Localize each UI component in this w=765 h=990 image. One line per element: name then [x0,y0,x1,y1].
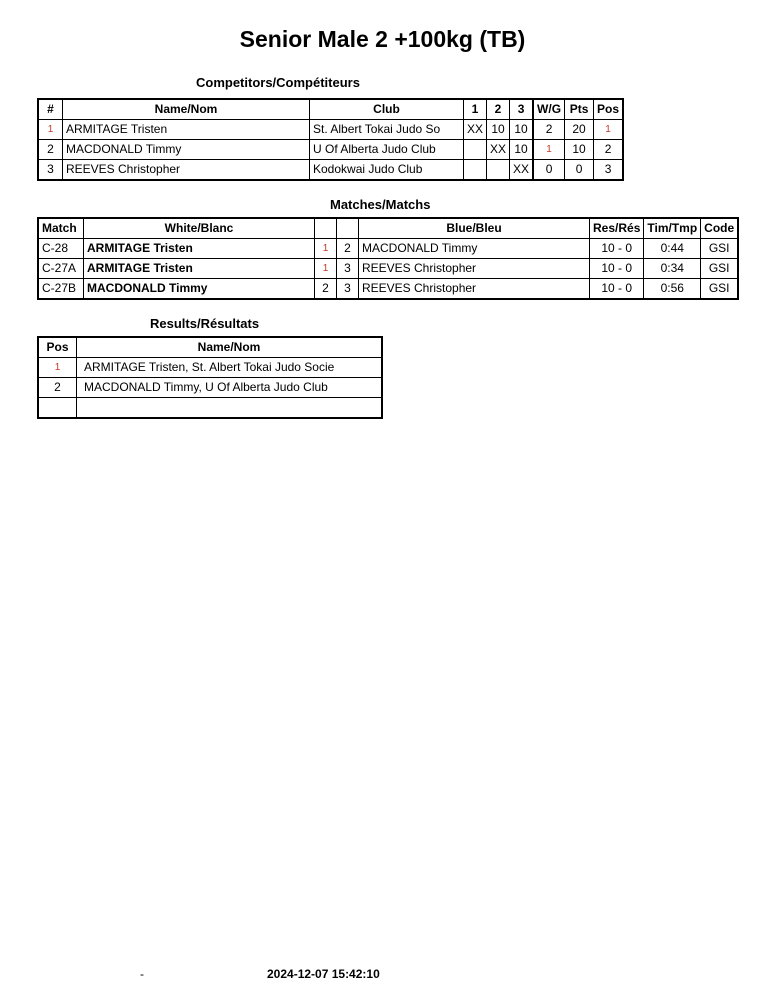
cell-pos: 3 [594,160,624,181]
cell-blue-num: 3 [337,259,359,279]
footer-dash: - [140,967,144,981]
table-row [38,398,382,419]
cell-r3: 10 [510,120,534,140]
cell-blue-num: 3 [337,279,359,300]
cell-code: GSI [701,239,739,259]
cell-white: MACDONALD Timmy [84,279,315,300]
table-row [38,378,382,398]
col-wg: W/G [533,99,565,120]
cell-num: 3 [38,160,63,181]
matches-table [37,217,739,300]
table-row [38,120,623,140]
col-code: Code [701,218,739,239]
cell-pos: 1 [38,358,77,378]
matches-header-row [38,218,738,239]
cell-name: ARMITAGE Tristen, St. Albert Tokai Judo Socie [77,358,383,378]
cell-r3: 10 [510,140,534,160]
col-pos: Pos [38,337,77,358]
results-table [37,336,383,419]
cell-r1 [464,160,487,181]
footer-timestamp: 2024-12-07 15:42:10 [267,967,380,981]
col-club: Club [310,99,464,120]
page-title: Senior Male 2 +100kg (TB) [239,26,526,52]
cell-pos [38,398,77,419]
cell-r2: 10 [487,120,510,140]
col-r2: 2 [487,99,510,120]
cell-wg: 2 [533,120,565,140]
cell-r2: XX [487,140,510,160]
cell-r3: XX [510,160,534,181]
cell-pos: 1 [594,120,624,140]
cell-num: 2 [38,140,63,160]
cell-res: 10 - 0 [590,239,644,259]
col-r1: 1 [464,99,487,120]
col-white: White/Blanc [84,218,315,239]
cell-club: St. Albert Tokai Judo So [310,120,464,140]
col-res: Res/Rés [590,218,644,239]
results-header-row [38,337,382,358]
cell-blue: MACDONALD Timmy [359,239,590,259]
cell-club: U Of Alberta Judo Club [310,140,464,160]
cell-res: 10 - 0 [590,279,644,300]
cell-pos: 2 [38,378,77,398]
cell-white-num: 2 [315,279,337,300]
col-match: Match [38,218,84,239]
cell-time: 0:34 [644,259,701,279]
cell-match: C-28 [38,239,84,259]
table-row [38,239,738,259]
cell-pts: 10 [565,140,594,160]
cell-name: REEVES Christopher [63,160,310,181]
cell-blue: REEVES Christopher [359,259,590,279]
cell-r1: XX [464,120,487,140]
cell-code: GSI [701,259,739,279]
cell-white-num: 1 [315,259,337,279]
col-name: Name/Nom [63,99,310,120]
cell-time: 0:44 [644,239,701,259]
cell-pts: 20 [565,120,594,140]
table-row [38,160,623,181]
cell-name: ARMITAGE Tristen [63,120,310,140]
results-heading: Results/Résultats [150,316,260,331]
cell-match: C-27B [38,279,84,300]
competitors-heading: Competitors/Compétiteurs [196,75,360,90]
col-name: Name/Nom [77,337,383,358]
cell-wg: 0 [533,160,565,181]
cell-white: ARMITAGE Tristen [84,259,315,279]
cell-time: 0:56 [644,279,701,300]
cell-pts: 0 [565,160,594,181]
col-blue-num [337,218,359,239]
cell-num: 1 [38,120,63,140]
cell-res: 10 - 0 [590,259,644,279]
col-time: Tim/Tmp [644,218,701,239]
cell-code: GSI [701,279,739,300]
competitors-table [37,98,624,181]
col-pos: Pos [594,99,624,120]
matches-heading: Matches/Matchs [330,197,431,212]
cell-blue: REEVES Christopher [359,279,590,300]
cell-wg: 1 [533,140,565,160]
cell-white-num: 1 [315,239,337,259]
cell-name [77,398,383,419]
col-num: # [38,99,63,120]
table-row [38,279,738,300]
table-row [38,358,382,378]
table-row [38,140,623,160]
cell-club: Kodokwai Judo Club [310,160,464,181]
cell-name: MACDONALD Timmy [63,140,310,160]
cell-match: C-27A [38,259,84,279]
cell-name: MACDONALD Timmy, U Of Alberta Judo Club [77,378,383,398]
col-white-num [315,218,337,239]
cell-white: ARMITAGE Tristen [84,239,315,259]
table-row [38,259,738,279]
col-blue: Blue/Bleu [359,218,590,239]
cell-blue-num: 2 [337,239,359,259]
cell-r2 [487,160,510,181]
cell-pos: 2 [594,140,624,160]
cell-r1 [464,140,487,160]
competitors-header-row [38,99,623,120]
col-r3: 3 [510,99,534,120]
col-pts: Pts [565,99,594,120]
